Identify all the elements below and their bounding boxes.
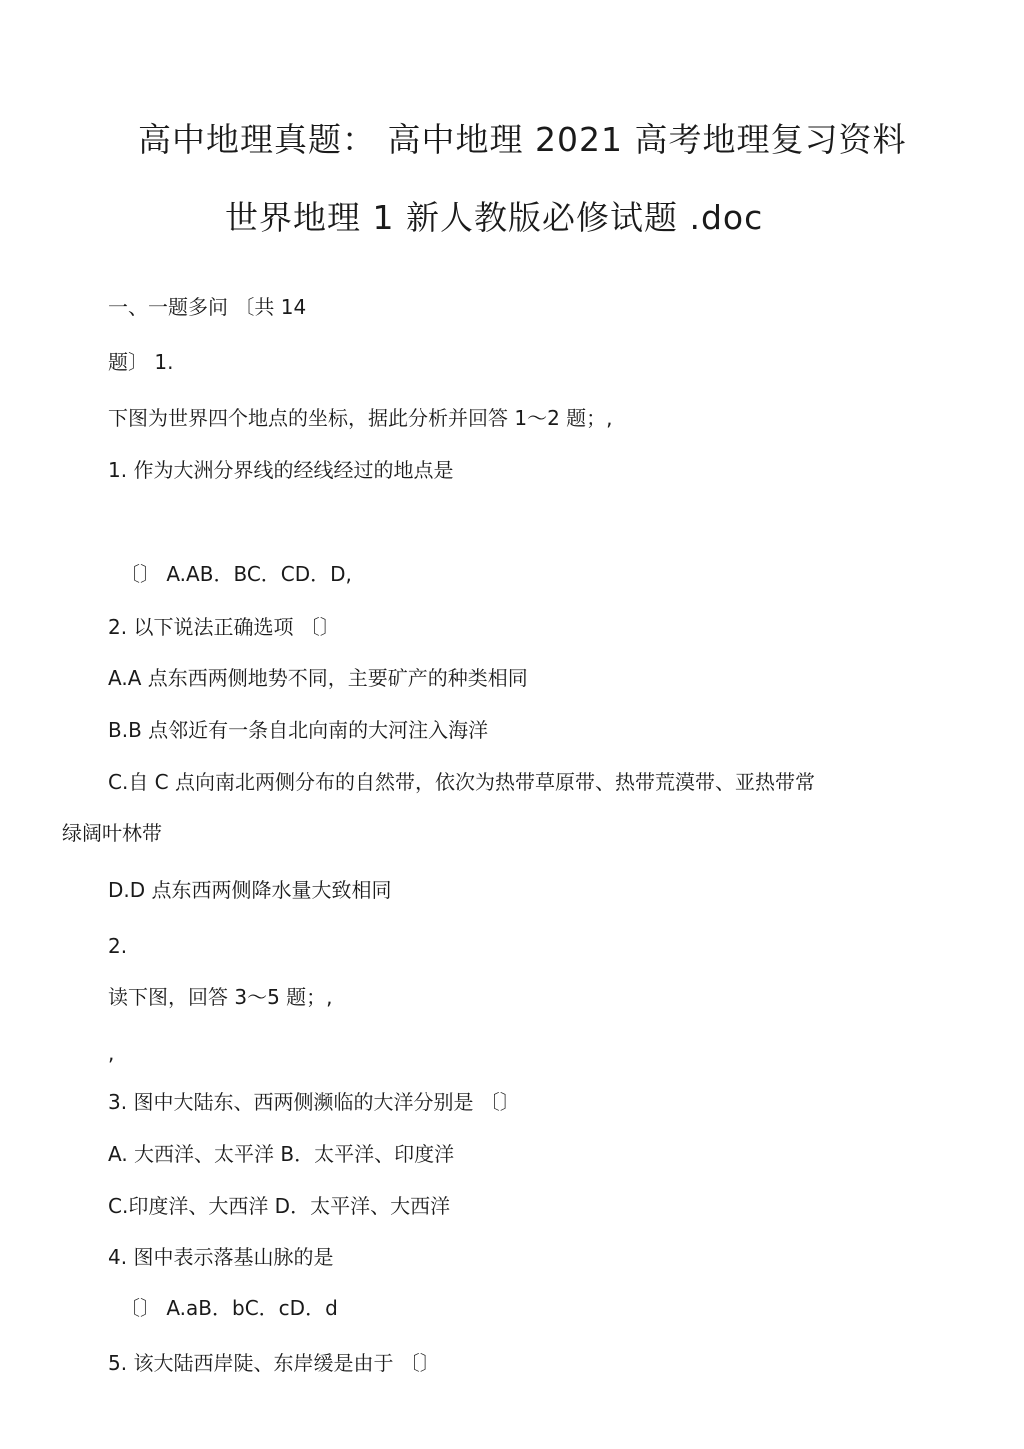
question-2-option-d: D.D 点东西两侧降水量大致相同	[108, 878, 392, 902]
question-number: 2.	[108, 934, 128, 958]
question-3-options-ab: A. 大西洋、太平洋 B．太平洋、印度洋	[108, 1142, 455, 1166]
question-5: 5. 该大陆西岸陡、东岸缓是由于 〔〕	[108, 1351, 440, 1375]
question-4-options: 〔〕 A.aB．bC．cD．d	[120, 1296, 338, 1320]
document-title-line-1: 高中地理真题： 高中地理 2021 高考地理复习资料	[138, 120, 907, 159]
question-2-option-c: C.自 C 点向南北两侧分布的自然带，依次为热带草原带、热带荒漠带、亚热带常	[108, 770, 816, 794]
question-number: 题〕 1.	[108, 350, 174, 374]
question-2-option-b: B.B 点邻近有一条自北向南的大河注入海洋	[108, 718, 489, 742]
question-2-option-a: A.A 点东西两侧地势不同，主要矿产的种类相同	[108, 666, 528, 690]
stray-mark: ,	[108, 1041, 115, 1065]
question-2-option-c-continued: 绿阔叶林带	[62, 821, 162, 845]
question-3: 3. 图中大陆东、西两侧濒临的大洋分别是 〔〕	[108, 1090, 520, 1114]
question-intro: 下图为世界四个地点的坐标，据此分析并回答 1～2 题；,	[108, 406, 613, 430]
question-1: 1. 作为大洲分界线的经线经过的地点是	[108, 458, 454, 482]
question-intro: 读下图，回答 3～5 题；,	[108, 985, 333, 1009]
question-4: 4. 图中表示落基山脉的是	[108, 1245, 334, 1269]
question-3-options-cd: C.印度洋、大西洋 D．太平洋、大西洋	[108, 1194, 451, 1218]
question-2: 2. 以下说法正确选项 〔〕	[108, 615, 340, 639]
document-title-line-2: 世界地理 1 新人教版必修试题 .doc	[225, 198, 764, 237]
section-heading: 一、一题多问 〔共 14	[108, 295, 307, 319]
question-1-options: 〔〕 A.AB．BC．CD．D,	[120, 562, 352, 586]
